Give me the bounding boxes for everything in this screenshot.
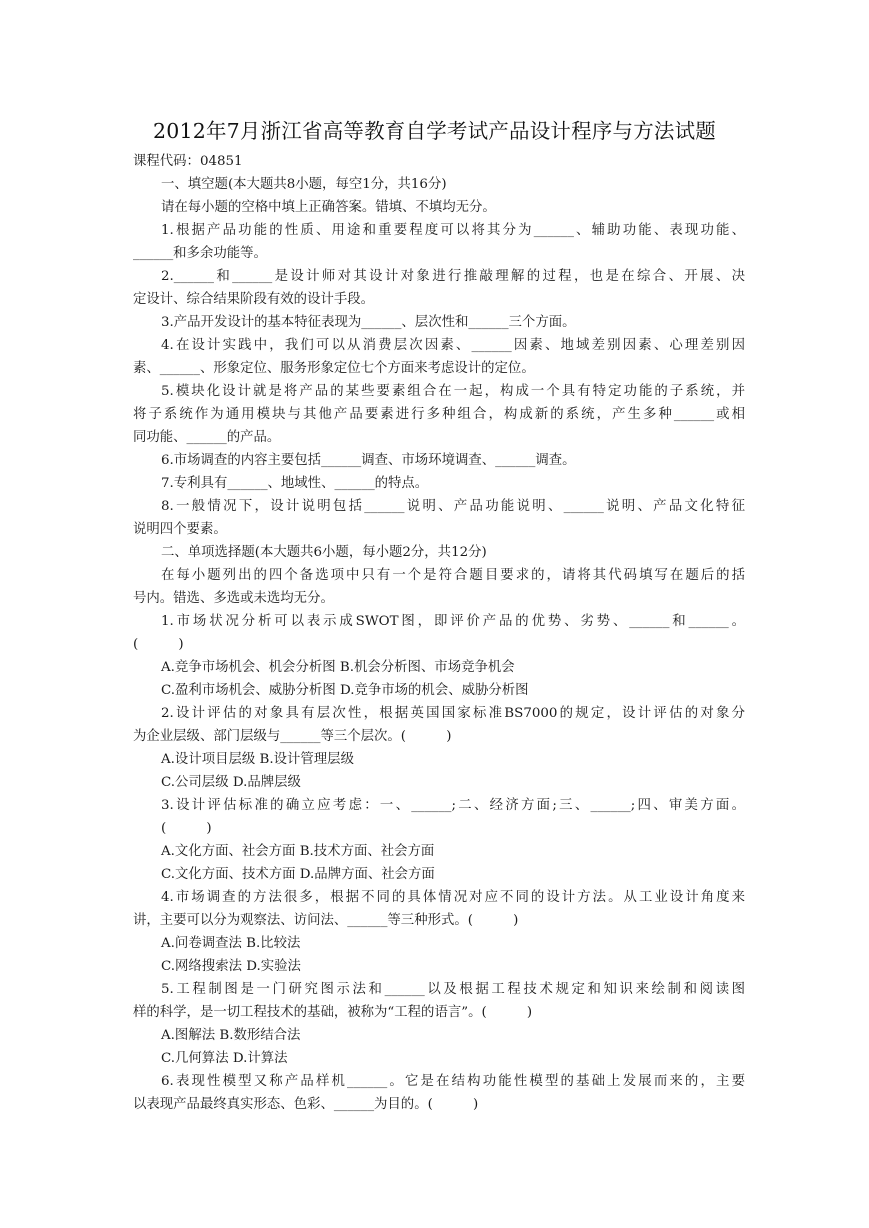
- s2-q3-line1: 3.设计评估标准的确立应考虑：一、______;二、经济方面;三、______;四、审美方面。: [161, 798, 745, 813]
- s2-q4-option-ab: A.问卷调查法 B.比较法: [161, 936, 301, 951]
- section2-instruction-line2: 号内。错选、多选或未选均无分。: [133, 591, 334, 606]
- s2-q6-line1: 6.表现性模型又称产品样机______。它是在结构功能性模型的基础上发展而来的，主要: [161, 1074, 745, 1089]
- s1-q5-line2: 将子系统作为通用模块与其他产品要素进行多种组合，构成新的系统，产生多种______或相: [133, 407, 745, 422]
- s2-q2-line1: 2.设计评估的对象具有层次性，根据英国国家标准BS7000的规定，设计评估的对象分: [161, 706, 745, 721]
- s2-q5-line2: 样的科学，是一切工程技术的基础，被称为“工程的语言”。( ): [133, 1005, 533, 1020]
- s1-q6: 6.市场调查的内容主要包括______调查、市场环境调查、______调查。: [161, 453, 576, 468]
- s2-q3-option-ab: A.文化方面、社会方面 B.技术方面、社会方面: [161, 844, 435, 859]
- s1-q8-line2: 说明四个要素。: [133, 522, 227, 537]
- s2-q2-option-cd: C.公司层级 D.品牌层级: [161, 775, 301, 790]
- s1-q8-line1: 8.一般情况下，设计说明包括______说明、产品功能说明、______说明、产品文化特征: [161, 499, 745, 514]
- exam-title: 2012年7月浙江省高等教育自学考试产品设计程序与方法试题: [152, 119, 716, 143]
- s2-q3-line2: ( ): [161, 821, 212, 836]
- s2-q1-line1: 1.市场状况分析可以表示成SWOT图，即评价产品的优势、劣势、______和______。: [161, 614, 745, 629]
- s2-q5-line1: 5.工程制图是一门研究图示法和______以及根据工程技术规定和知识来绘制和阅读图: [161, 982, 745, 997]
- s2-q1-option-ab: A.竞争市场机会、机会分析图 B.机会分析图、市场竞争机会: [161, 660, 515, 675]
- section2-heading: 二、单项选择题(本大题共6小题，每小题2分，共12分): [161, 545, 487, 560]
- s1-q1-line1: 1.根据产品功能的性质、用途和重要程度可以将其分为______、辅助功能、表现功能、: [161, 223, 745, 238]
- s2-q3-option-cd: C.文化方面、技术方面 D.品牌方面、社会方面: [161, 867, 435, 882]
- s2-q4-line2: 讲，主要可以分为观察法、访问法、______等三种形式。( ): [133, 913, 519, 928]
- s1-q2-line1: 2.______和______是设计师对其设计对象进行推敲理解的过程，也是在综合、开展、决: [161, 269, 745, 284]
- s2-q6-line2: 以表现产品最终真实形态、色彩、______为目的。( ): [133, 1097, 479, 1112]
- s2-q5-option-ab: A.图解法 B.数形结合法: [161, 1028, 301, 1043]
- s2-q4-line1: 4.市场调查的方法很多，根据不同的具体情况对应不同的设计方法。从工业设计角度来: [161, 890, 745, 905]
- section1-instruction: 请在每小题的空格中填上正确答案。错填、不填均无分。: [161, 200, 496, 215]
- s1-q4-line2: 素、______、形象定位、服务形象定位七个方面来考虑设计的定位。: [133, 361, 535, 376]
- s1-q5-line3: 同功能、______的产品。: [133, 430, 281, 445]
- course-code: 课程代码：04851: [133, 154, 243, 169]
- s1-q5-line1: 5.模块化设计就是将产品的某些要素组合在一起，构成一个具有特定功能的子系统，并: [161, 384, 745, 399]
- s1-q1-line2: ______和多余功能等。: [133, 246, 267, 261]
- s2-q1-line2: ( ): [133, 637, 184, 652]
- s1-q3: 3.产品开发设计的基本特征表现为______、层次性和______三个方面。: [161, 315, 576, 330]
- s1-q4-line1: 4.在设计实践中，我们可以从消费层次因素、______因素、地域差别因素、心理差别因: [161, 338, 745, 353]
- s2-q2-line2: 为企业层级、部门层级与______等三个层次。( ): [133, 729, 452, 744]
- s2-q1-option-cd: C.盈利市场机会、威胁分析图 D.竞争市场的机会、威胁分析图: [161, 683, 529, 698]
- s2-q2-option-ab: A.设计项目层级 B.设计管理层级: [161, 752, 354, 767]
- s1-q2-line2: 定设计、综合结果阶段有效的设计手段。: [133, 292, 375, 307]
- section2-instruction-line1: 在每小题列出的四个备选项中只有一个是符合题目要求的，请将其代码填写在题后的括: [161, 568, 745, 583]
- s2-q4-option-cd: C.网络搜索法 D.实验法: [161, 959, 301, 974]
- section1-heading: 一、填空题(本大题共8小题，每空1分，共16分): [161, 177, 447, 192]
- s2-q5-option-cd: C.几何算法 D.计算法: [161, 1051, 288, 1066]
- s1-q7: 7.专利具有______、地域性、______的特点。: [161, 476, 429, 491]
